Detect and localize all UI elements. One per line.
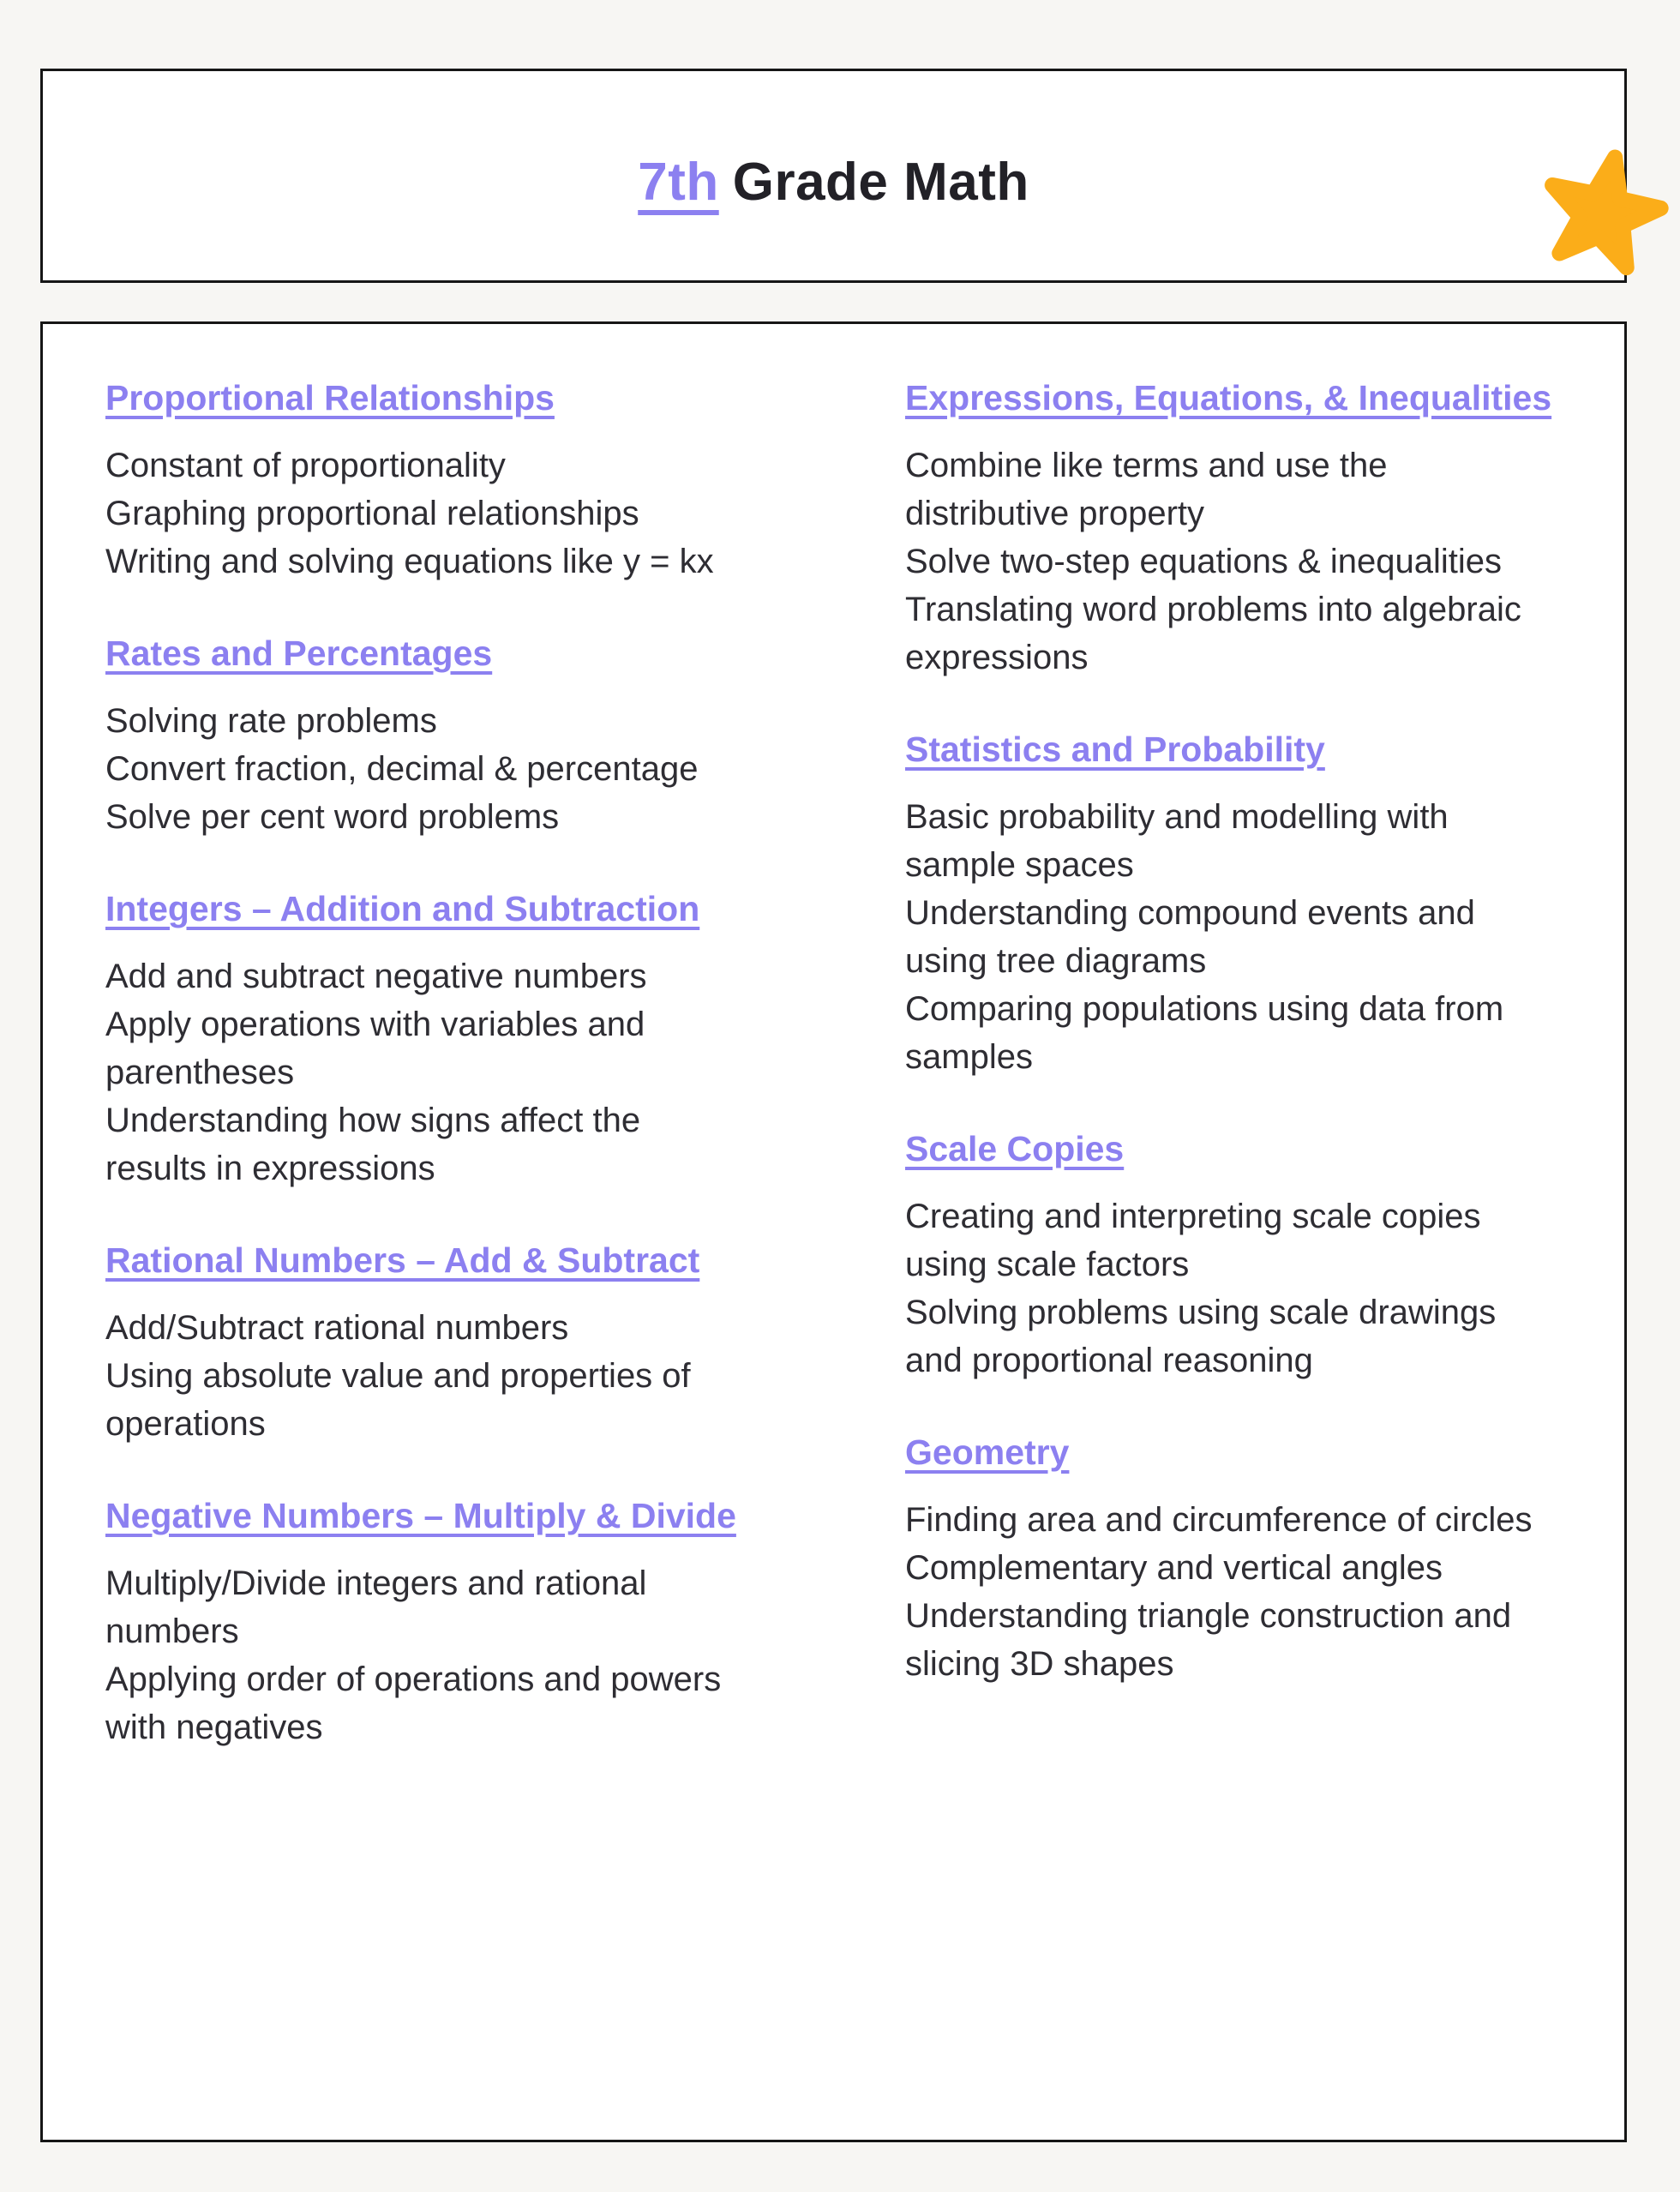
topic-heading-link[interactable]: Negative Numbers – Multiply & Divide <box>105 1496 736 1535</box>
topic-item: Solving rate problems <box>105 702 437 740</box>
topic-section-scale-copies <box>905 1128 1539 1384</box>
topic-item: Using absolute value and properties of operations <box>105 1357 691 1443</box>
topic-item: Graphing proportional relationships <box>105 495 639 532</box>
topic-item: Understanding how signs affect the results in expressions <box>105 1102 641 1187</box>
topic-item: Convert fraction, decimal & percentage <box>105 750 699 788</box>
topic-section-negative-numbers-multiply-divide <box>105 1495 736 1751</box>
topic-section-integers-addition-subtraction <box>105 888 731 1192</box>
topic-item: Translating word problems into algebraic expressions <box>905 591 1521 676</box>
topic-section-geometry <box>905 1432 1539 1688</box>
topic-heading-link[interactable]: Geometry <box>905 1432 1070 1472</box>
topic-item: Creating and interpreting scale copies using scale factors <box>905 1198 1481 1283</box>
title-rest: Grade Math <box>732 152 1029 212</box>
topic-item: Combine like terms and use the distributive property <box>905 447 1388 532</box>
content-card <box>40 321 1627 2142</box>
title-grade-link[interactable]: 7th <box>638 152 719 212</box>
topic-heading-link[interactable]: Scale Copies <box>905 1129 1125 1168</box>
topic-item: Constant of proportionality <box>105 447 506 484</box>
topic-section-expressions-equations-inequalities <box>905 377 1552 682</box>
topic-item: Solve two-step equations & inequalities <box>905 543 1502 580</box>
topic-section-rates-and-percentages <box>105 633 731 841</box>
topic-heading-link[interactable]: Expressions, Equations, & Inequalities <box>905 378 1552 417</box>
topic-item: Add and subtract negative numbers <box>105 958 647 995</box>
topic-item: Understanding triangle construction and slicing 3D shapes <box>905 1597 1512 1683</box>
topic-section-statistics-and-probability <box>905 729 1539 1081</box>
topic-item: Applying order of operations and powers with negatives <box>105 1661 722 1746</box>
topic-item: Apply operations with variables and parentheses <box>105 1006 645 1091</box>
topic-heading-link[interactable]: Rational Numbers – Add & Subtract <box>105 1240 700 1280</box>
topic-item: Basic probability and modelling with sample spaces <box>905 798 1449 884</box>
topic-heading-link[interactable]: Integers – Addition and Subtraction <box>105 889 700 928</box>
topic-section-proportional-relationships <box>105 377 731 586</box>
header-card <box>40 69 1627 283</box>
topic-item: Multiply/Divide integers and rational numbers <box>105 1564 647 1650</box>
topic-item: Complementary and vertical angles <box>905 1549 1443 1587</box>
topic-item: Solving problems using scale drawings and proportional reasoning <box>905 1294 1497 1379</box>
topic-item: Writing and solving equations like y = kx <box>105 543 714 580</box>
topic-heading-link[interactable]: Proportional Relationships <box>105 378 555 417</box>
topic-heading-link[interactable]: Rates and Percentages <box>105 634 493 673</box>
topic-item: Comparing populations using data from samples <box>905 990 1504 1076</box>
topic-heading-link[interactable]: Statistics and Probability <box>905 730 1325 769</box>
right-column <box>905 377 1552 2140</box>
topic-item: Understanding compound events and using tree diagrams <box>905 894 1475 980</box>
topic-section-rational-numbers-add-subtract <box>105 1240 731 1448</box>
topic-item: Add/Subtract rational numbers <box>105 1309 569 1347</box>
topic-item: Solve per cent word problems <box>105 798 560 836</box>
left-column <box>105 377 736 2140</box>
topic-item: Finding area and circumference of circles <box>905 1501 1533 1539</box>
page-title <box>638 140 1029 213</box>
